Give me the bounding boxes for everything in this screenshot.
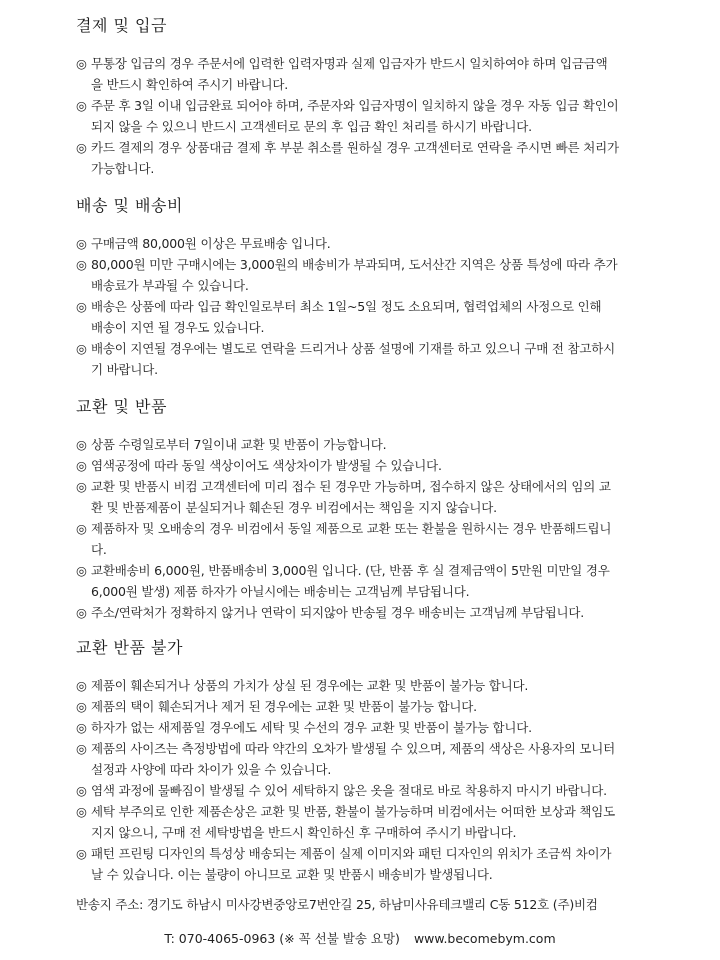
policy-item-line: 주문 후 3일 이내 입금완료 되어야 하며, 주문자와 입금자명이 일치하지 않을 경우 자동 입금 확인이 xyxy=(91,98,619,113)
contact-line xyxy=(0,929,720,947)
policy-item xyxy=(76,602,656,623)
bullet-mark-icon: ◎ xyxy=(76,458,87,473)
policy-item-line: 환 및 반품제품이 분실되거나 훼손된 경우 비컴에서는 책임을 지지 않습니다. xyxy=(91,500,497,515)
bullet-mark-icon: ◎ xyxy=(76,699,87,714)
section-title-no-exchange: 교환 반품 불가 xyxy=(76,638,183,657)
section-title-payment: 결제 및 입금 xyxy=(76,16,167,35)
bullet-mark-icon: ◎ xyxy=(76,804,87,819)
policy-item xyxy=(76,95,656,137)
bullet-mark-icon: ◎ xyxy=(76,299,87,314)
policy-item-line: 패턴 프린팅 디자인의 특성상 배송되는 제품이 실제 이미지와 패턴 디자인의 위치가 조금씩 차이가 xyxy=(91,846,612,861)
section-title-shipping: 배송 및 배송비 xyxy=(76,196,183,215)
policy-item-line: 다. xyxy=(91,542,107,557)
policy-item-line: 상품 수령일로부터 7일이내 교환 및 반품이 가능합니다. xyxy=(91,437,387,452)
policy-item-line: 교환 및 반품시 비컴 고객센터에 미리 접수 된 경우만 가능하며, 접수하지 않은 상태에서의 임의 교 xyxy=(91,479,611,494)
policy-item-line: 하자가 없는 새제품일 경우에도 세탁 및 수선의 경우 교환 및 반품이 불가능 합니다. xyxy=(91,720,532,735)
bullet-mark-icon: ◎ xyxy=(76,741,87,756)
policy-item-line: 무통장 입금의 경우 주문서에 입력한 입력자명과 실제 입금자가 반드시 일치하여야 하며 입금금액 xyxy=(91,56,608,71)
policy-item-line: 을 반드시 확인하여 주시기 바랍니다. xyxy=(91,77,288,92)
bullet-mark-icon: ◎ xyxy=(76,341,87,356)
policy-item xyxy=(76,137,656,179)
policy-item-line: 카드 결제의 경우 상품대금 결제 후 부분 취소를 원하실 경우 고객센터로 연락을 주시면 빠른 처리가 xyxy=(91,140,619,155)
policy-item-line: 6,000원 발생) 제품 하자가 아닐시에는 배송비는 고객님께 부담됩니다. xyxy=(91,584,470,599)
website-link[interactable]: www.becomebym.com xyxy=(413,931,556,946)
policy-item-line: 교환배송비 6,000원, 반품배송비 3,000원 입니다. (단, 반품 후 실 결제금액이 5만원 미만일 경우 xyxy=(91,563,610,578)
section-title-exchange-return: 교환 및 반품 xyxy=(76,397,167,416)
policy-item xyxy=(76,696,656,717)
policy-item-line: 지지 않으니, 구매 전 세탁방법을 반드시 확인하신 후 구매하여 주시기 바랍니다. xyxy=(91,825,517,840)
policy-item xyxy=(76,717,656,738)
policy-item-line: 날 수 있습니다. 이는 불량이 아니므로 교환 및 반품시 배송비가 발생됩니다. xyxy=(91,867,493,882)
policy-item-line: 주소/연락처가 정확하지 않거나 연락이 되지않아 반송될 경우 배송비는 고객님께 부담됩니다. xyxy=(91,605,584,620)
policy-item xyxy=(76,53,656,95)
bullet-mark-icon: ◎ xyxy=(76,236,87,251)
policy-item xyxy=(76,254,656,296)
policy-item-line: 80,000원 미만 구매시에는 3,000원의 배송비가 부과되며, 도서산간 지역은 상품 특성에 따라 추가 xyxy=(91,257,618,272)
bullet-mark-icon: ◎ xyxy=(76,521,87,536)
bullet-mark-icon: ◎ xyxy=(76,605,87,620)
policy-item-line: 기 바랍니다. xyxy=(91,362,158,377)
policy-item xyxy=(76,560,656,602)
bullet-mark-icon: ◎ xyxy=(76,479,87,494)
policy-item xyxy=(76,476,656,518)
phone-number: T: 070-4065-0963 (※ 꼭 선불 발송 요망) xyxy=(164,931,400,946)
policy-item-line: 가능합니다. xyxy=(91,161,155,176)
return-address: 반송지 주소: 경기도 하남시 미사강변중앙로7번안길 25, 하남미사유테크밸리 C동 512호 (주)비컴 xyxy=(76,897,598,912)
bullet-mark-icon: ◎ xyxy=(76,56,87,71)
policy-item xyxy=(76,780,656,801)
policy-item-line: 염색공정에 따라 동일 색상이어도 색상차이가 발생될 수 있습니다. xyxy=(91,458,442,473)
policy-item xyxy=(76,843,656,885)
bullet-mark-icon: ◎ xyxy=(76,846,87,861)
policy-item-line: 제품이 훼손되거나 상품의 가치가 상실 된 경우에는 교환 및 반품이 불가능 합니다. xyxy=(91,678,529,693)
policy-item-line: 구매금액 80,000원 이상은 무료배송 입니다. xyxy=(91,236,331,251)
bullet-mark-icon: ◎ xyxy=(76,678,87,693)
bullet-mark-icon: ◎ xyxy=(76,98,87,113)
policy-item xyxy=(76,233,656,254)
policy-item xyxy=(76,518,656,560)
bullet-mark-icon: ◎ xyxy=(76,437,87,452)
policy-item-line: 배송이 지연 될 경우도 있습니다. xyxy=(91,320,265,335)
policy-item-line: 배송은 상품에 따라 입금 확인일로부터 최소 1일~5일 정도 소요되며, 협력업체의 사정으로 인해 xyxy=(91,299,602,314)
bullet-mark-icon: ◎ xyxy=(76,720,87,735)
bullet-mark-icon: ◎ xyxy=(76,140,87,155)
policy-item-line: 설정과 사양에 따라 차이가 있을 수 있습니다. xyxy=(91,762,332,777)
bullet-mark-icon: ◎ xyxy=(76,783,87,798)
policy-item-line: 제품하자 및 오배송의 경우 비컴에서 동일 제품으로 교환 또는 환불을 원하시는 경우 반품해드립니 xyxy=(91,521,612,536)
policy-item xyxy=(76,434,656,455)
policy-item xyxy=(76,455,656,476)
policy-item-line: 세탁 부주의로 인한 제품손상은 교환 및 반품, 환불이 불가능하며 비컴에서는 어떠한 보상과 책임도 xyxy=(91,804,616,819)
policy-item xyxy=(76,801,656,843)
policy-item xyxy=(76,738,656,780)
policy-item-line: 제품의 택이 훼손되거나 제거 된 경우에는 교환 및 반품이 불가능 합니다. xyxy=(91,699,477,714)
policy-item-line: 염색 과정에 물빠짐이 발생될 수 있어 세탁하지 않은 옷을 절대로 바로 착용하지 마시기 바랍니다. xyxy=(91,783,607,798)
policy-item-line: 배송료가 부과될 수 있습니다. xyxy=(91,278,249,293)
policy-item xyxy=(76,675,656,696)
policy-item xyxy=(76,296,656,338)
policy-item-line: 배송이 지연될 경우에는 별도로 연락을 드리거나 상품 설명에 기재를 하고 있으니 구매 전 참고하시 xyxy=(91,341,616,356)
policy-item-line: 되지 않을 수 있으니 반드시 고객센터로 문의 후 입금 확인 처리를 하시기 바랍니다. xyxy=(91,119,532,134)
policy-item-line: 제품의 사이즈는 측정방법에 따라 약간의 오차가 발생될 수 있으며, 제품의 색상은 사용자의 모니터 xyxy=(91,741,616,756)
bullet-mark-icon: ◎ xyxy=(76,257,87,272)
policy-item xyxy=(76,338,656,380)
bullet-mark-icon: ◎ xyxy=(76,563,87,578)
